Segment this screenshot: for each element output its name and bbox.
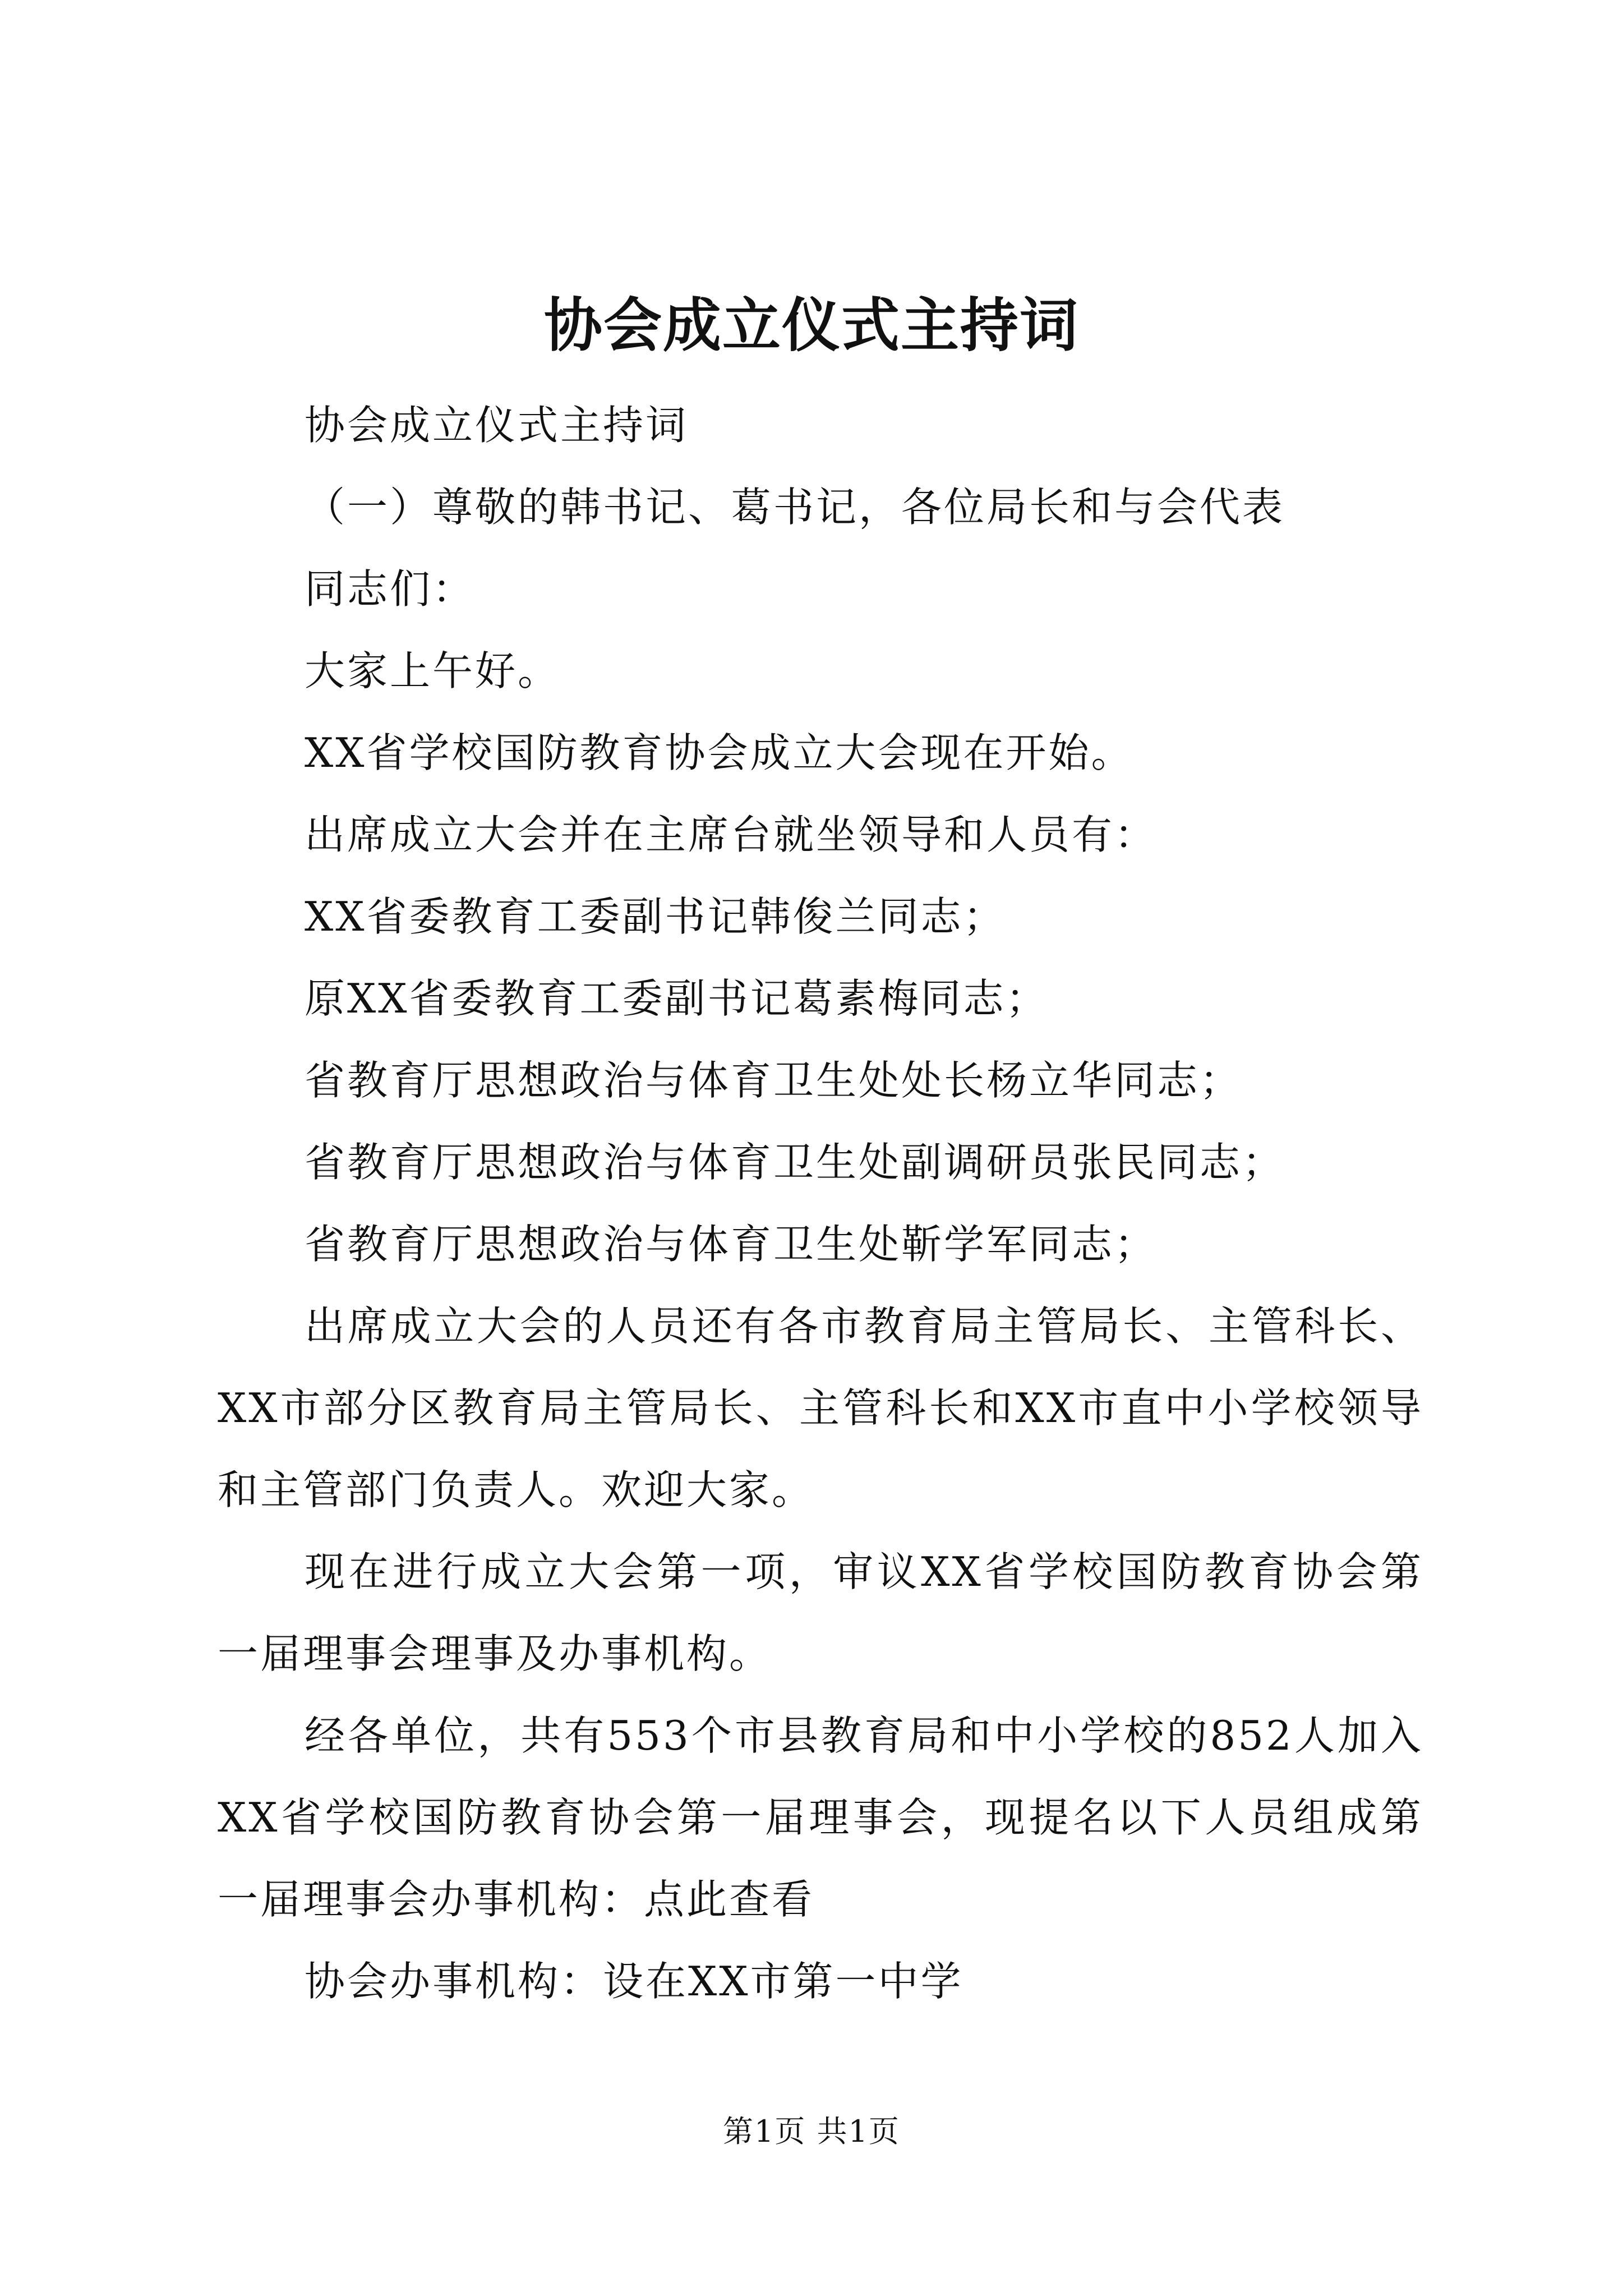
paragraph-good-morning: 大家上午好。 [305, 647, 561, 694]
paragraph-attendee-5: 省教育厅思想政治与体育卫生处靳学军同志； [305, 1221, 1158, 1268]
paragraph-opening: XX省学校国防教育协会成立大会现在开始。 [305, 729, 1134, 776]
document-body [218, 384, 1423, 2022]
paragraph-other-attendees: 出席成立大会的人员还有各市教育局主管局长、主管科长、XX市部分区教育局主管局长、主管科长和XX市直中小学校领导和主管部门负责人。欢迎大家。 [218, 1303, 1423, 1513]
paragraph-attendee-1: XX省委教育工委副书记韩俊兰同志； [305, 893, 1006, 940]
paragraph-subtitle: 协会成立仪式主持词 [305, 402, 689, 449]
paragraph-greeting-1: （一）尊敬的韩书记、葛书记，各位局长和与会代表 [305, 484, 1285, 531]
paragraph-membership: 经各单位，共有553个市县教育局和中小学校的852人加入XX省学校国防教育协会第一届理事会，现提名以下人员组成第一届理事会办事机构：点此查看 [218, 1712, 1423, 1923]
paragraph-greeting-2: 同志们： [305, 565, 476, 613]
paragraph-attendee-3: 省教育厅思想政治与体育卫生处处长杨立华同志； [305, 1057, 1243, 1104]
paragraph-attendee-2: 原XX省委教育工委副书记葛素梅同志； [305, 975, 1049, 1022]
paragraph-agenda-item-1: 现在进行成立大会第一项，审议XX省学校国防教育协会第一届理事会理事及办事机构。 [218, 1548, 1423, 1677]
paragraph-office-location: 协会办事机构：设在XX市第一中学 [305, 1958, 963, 2005]
document-title: 协会成立仪式主持词 [543, 291, 1079, 360]
paragraph-attendee-4: 省教育厅思想政治与体育卫生处副调研员张民同志； [305, 1139, 1285, 1186]
paragraph-attendees-intro: 出席成立大会并在主席台就坐领导和人员有： [305, 811, 1158, 858]
page-footer: 第1页 共1页 [723, 2114, 900, 2149]
